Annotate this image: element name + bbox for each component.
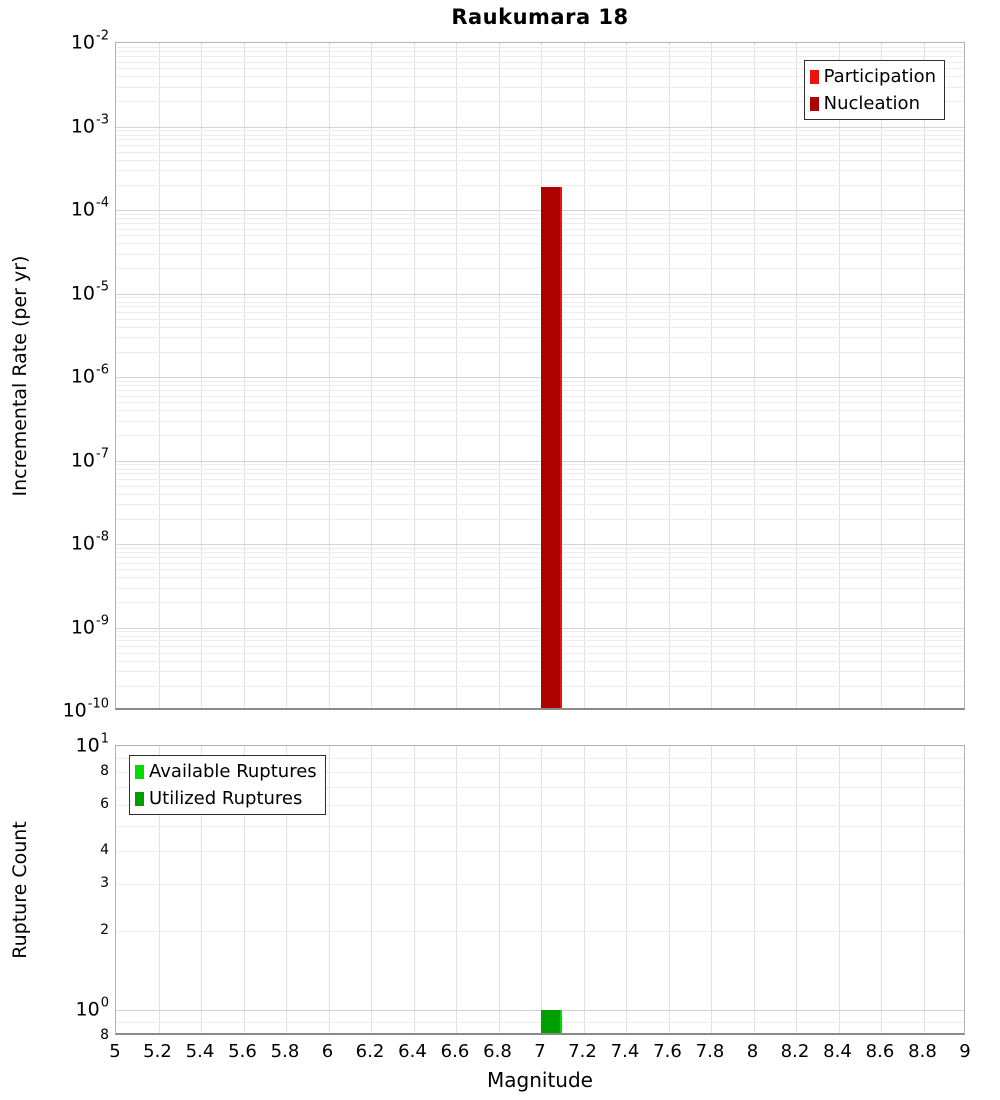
gridline-horizontal-major [116, 1010, 964, 1011]
x-tick-label: 7.6 [653, 1041, 682, 1062]
gridline-vertical [371, 746, 372, 1033]
x-tick-label: 8.2 [780, 1041, 810, 1062]
gridline-vertical [839, 43, 840, 708]
gridline-vertical [924, 43, 925, 708]
gridline-horizontal-minor [116, 519, 964, 520]
x-tick-label: 6 [321, 1041, 334, 1062]
legend-marker-participation [810, 70, 819, 84]
gridline-horizontal-minor [116, 479, 964, 480]
gridline-horizontal-minor [116, 548, 964, 549]
legend-rate [804, 60, 945, 120]
legend-marker-available-ruptures [135, 765, 144, 779]
x-tick-label: 7.2 [568, 1041, 597, 1062]
x-tick-label: 7 [534, 1041, 546, 1062]
legend-label: Available Ruptures [149, 761, 317, 782]
x-tick-label: 8.4 [823, 1041, 852, 1062]
gridline-horizontal-minor [116, 390, 964, 391]
gridline-horizontal-minor [116, 254, 964, 255]
x-tick-label: 5 [109, 1041, 121, 1062]
top-plot-area [115, 42, 965, 710]
gridline-horizontal-minor [116, 302, 964, 303]
gridline-vertical [159, 43, 160, 708]
gridline-vertical [499, 746, 500, 1033]
gridline-vertical [839, 746, 840, 1033]
gridline-horizontal-minor [116, 588, 964, 589]
y-tick-label: $10^0$ [75, 995, 109, 1022]
gridline-horizontal-minor [116, 402, 964, 403]
gridline-horizontal-minor [116, 435, 964, 436]
gridline-vertical [286, 43, 287, 708]
x-tick-label: 6.4 [398, 1041, 427, 1062]
gridline-horizontal-minor [116, 306, 964, 307]
gridline-horizontal-minor [116, 396, 964, 397]
gridline-horizontal-minor [116, 486, 964, 487]
gridline-horizontal-minor [116, 826, 964, 827]
gridline-vertical [499, 43, 500, 708]
y-tick-label: 3 [100, 875, 109, 892]
gridline-horizontal-major [116, 461, 964, 462]
legend-marker-utilized-ruptures [135, 792, 144, 806]
chart-title: Raukumara 18 [451, 5, 629, 29]
y-tick-label: $10^{-5}$ [70, 278, 109, 305]
x-axis-title: Magnitude [487, 1068, 593, 1092]
gridline-vertical [414, 43, 415, 708]
gridline-horizontal-minor [116, 494, 964, 495]
gridline-horizontal-minor [116, 56, 964, 57]
legend-label: Nucleation [823, 93, 920, 114]
y-tick-label: 8 [100, 1027, 109, 1043]
gridline-horizontal-minor [116, 51, 964, 52]
gridline-vertical [584, 746, 585, 1033]
gridline-horizontal-minor [116, 851, 964, 852]
y-tick-label: $10^{-3}$ [70, 111, 109, 138]
gridline-vertical [329, 43, 330, 708]
y-tick-label: $10^{-7}$ [70, 445, 109, 472]
gridline-vertical [626, 746, 627, 1033]
legend-item-available-ruptures [135, 758, 317, 785]
gridline-horizontal-minor [116, 139, 964, 140]
y-tick-label: $10^1$ [75, 731, 109, 757]
x-tick-label: 8 [746, 1041, 759, 1062]
gridline-horizontal-major [116, 294, 964, 295]
gridline-horizontal-minor [116, 268, 964, 269]
gridline-horizontal-minor [116, 473, 964, 474]
bottom-y-axis-title: Rupture Count [9, 821, 31, 959]
gridline-horizontal-minor [116, 218, 964, 219]
gridline-horizontal-minor [116, 602, 964, 603]
gridline-horizontal-minor [116, 243, 964, 244]
x-tick-label: 6.8 [483, 1041, 512, 1062]
gridline-horizontal-minor [116, 235, 964, 236]
x-tick-label: 5.2 [143, 1041, 172, 1062]
gridline-horizontal-minor [116, 469, 964, 470]
x-tick-label: 6.2 [355, 1041, 385, 1062]
gridline-horizontal-minor [116, 931, 964, 932]
gridline-horizontal-minor [116, 563, 964, 564]
gridline-vertical [881, 746, 882, 1033]
x-tick-label: 6.6 [440, 1041, 470, 1062]
gridline-horizontal-minor [116, 170, 964, 171]
gridline-horizontal-minor [116, 297, 964, 298]
gridline-horizontal-minor [116, 671, 964, 672]
gridline-vertical [414, 746, 415, 1033]
y-tick-label: 8 [100, 762, 109, 779]
gridline-vertical [924, 746, 925, 1033]
legend-item-participation [810, 63, 936, 90]
gridline-horizontal-major [116, 210, 964, 211]
bottom-plot-area [115, 745, 965, 1035]
x-tick-label: 5.6 [228, 1041, 257, 1062]
gridline-horizontal-minor [116, 135, 964, 136]
legend-item-nucleation [810, 90, 936, 117]
legend-label: Utilized Ruptures [149, 788, 303, 809]
gridline-horizontal-minor [116, 552, 964, 553]
gridline-horizontal-minor [116, 577, 964, 578]
gridline-vertical [371, 43, 372, 708]
y-tick-label: 6 [100, 795, 109, 812]
gridline-horizontal-minor [116, 646, 964, 647]
gridline-horizontal-minor [116, 352, 964, 353]
gridline-vertical [626, 43, 627, 708]
gridline-horizontal-minor [116, 421, 964, 422]
gridline-horizontal-minor [116, 145, 964, 146]
bar-utilized-ruptures [541, 1010, 560, 1033]
gridline-vertical [881, 43, 882, 708]
gridline-horizontal-minor [116, 504, 964, 505]
legend-label: Participation [823, 66, 936, 87]
gridline-horizontal-major [116, 628, 964, 629]
gridline-horizontal-minor [116, 1022, 964, 1023]
gridline-horizontal-minor [116, 686, 964, 687]
x-tick-label: 7.8 [695, 1041, 725, 1062]
gridline-vertical [796, 746, 797, 1033]
y-tick-label: $10^{-8}$ [70, 529, 109, 555]
y-tick-label: 2 [100, 921, 109, 938]
gridline-vertical [201, 43, 202, 708]
y-tick-label: $10^{-10}$ [62, 696, 109, 722]
legend-rupture-count [129, 755, 326, 815]
gridline-horizontal-minor [116, 223, 964, 224]
gridline-horizontal-minor [116, 410, 964, 411]
gridline-horizontal-minor [116, 653, 964, 654]
gridline-horizontal-minor [116, 385, 964, 386]
x-tick-label: 5.4 [185, 1041, 215, 1062]
y-tick-label: $10^{-4}$ [70, 195, 109, 221]
legend-marker-nucleation [810, 97, 819, 111]
gridline-vertical [669, 746, 670, 1033]
x-tick-label: 5.8 [270, 1041, 300, 1062]
x-tick-label: 7.4 [610, 1041, 640, 1062]
gridline-horizontal-minor [116, 130, 964, 131]
y-tick-label: $10^{-6}$ [70, 362, 109, 388]
gridline-horizontal-minor [116, 381, 964, 382]
gridline-vertical [669, 43, 670, 708]
gridline-horizontal-major [116, 377, 964, 378]
gridline-horizontal-minor [116, 631, 964, 632]
legend-item-utilized-ruptures [135, 785, 317, 812]
gridline-horizontal-minor [116, 636, 964, 637]
x-tick-label: 9 [959, 1041, 971, 1062]
gridline-vertical [711, 746, 712, 1033]
x-tick-label: 8.8 [908, 1041, 937, 1062]
gridline-vertical [244, 43, 245, 708]
gridline-horizontal-minor [116, 464, 964, 465]
gridline-horizontal-minor [116, 214, 964, 215]
gridline-vertical [329, 746, 330, 1033]
gridline-horizontal-minor [116, 152, 964, 153]
gridline-horizontal-minor [116, 661, 964, 662]
gridline-horizontal-minor [116, 312, 964, 313]
gridline-vertical [584, 43, 585, 708]
y-tick-label: $10^{-2}$ [70, 28, 109, 54]
y-tick-label: $10^{-9}$ [70, 612, 109, 639]
gridline-horizontal-minor [116, 185, 964, 186]
gridline-vertical [754, 746, 755, 1033]
gridline-horizontal-minor [116, 337, 964, 338]
gridline-horizontal-minor [116, 569, 964, 570]
gridline-horizontal-minor [116, 319, 964, 320]
gridline-horizontal-major [116, 127, 964, 128]
gridline-vertical [541, 746, 542, 1033]
gridline-vertical [456, 43, 457, 708]
gridline-horizontal-minor [116, 327, 964, 328]
bar-nucleation [541, 187, 560, 708]
gridline-vertical [456, 746, 457, 1033]
top-y-axis-title: Incremental Rate (per yr) [9, 255, 31, 497]
gridline-horizontal-minor [116, 557, 964, 558]
gridline-vertical [796, 43, 797, 708]
gridline-horizontal-minor [116, 640, 964, 641]
gridline-horizontal-major [116, 544, 964, 545]
gridline-horizontal-minor [116, 160, 964, 161]
gridline-horizontal-minor [116, 884, 964, 885]
gridline-vertical [754, 43, 755, 708]
x-axis-tick-labels [109, 1041, 971, 1065]
gridline-vertical [711, 43, 712, 708]
y-tick-label: 4 [100, 842, 109, 859]
gridline-horizontal-minor [116, 47, 964, 48]
x-tick-label: 8.6 [865, 1041, 895, 1062]
gridline-horizontal-minor [116, 229, 964, 230]
